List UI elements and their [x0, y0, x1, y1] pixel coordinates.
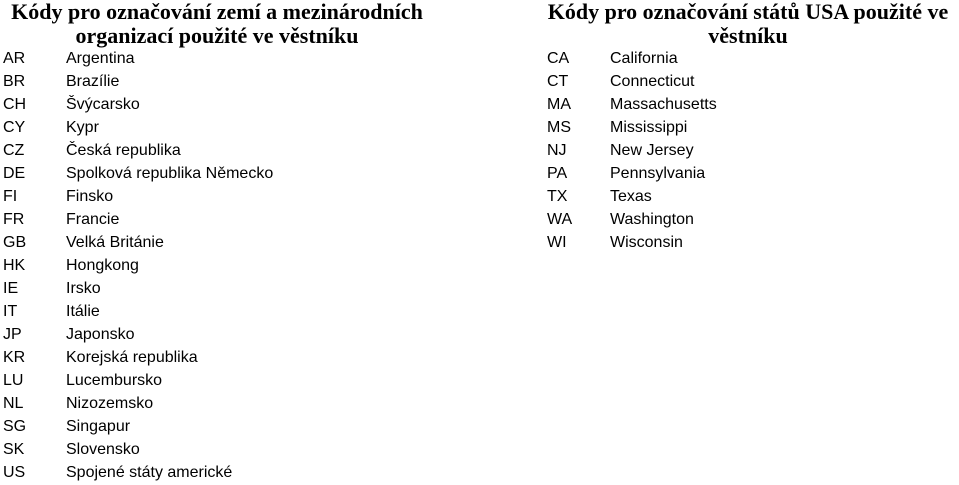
country-name: Velká Británie [66, 234, 164, 251]
table-row [547, 70, 947, 93]
country-name: Irsko [66, 280, 101, 297]
table-row [3, 93, 423, 116]
country-code: SK [3, 441, 25, 458]
country-code: IE [3, 280, 19, 297]
country-name: Nizozemsko [66, 395, 154, 412]
title-line: věstníku [708, 23, 788, 48]
table-row [3, 461, 423, 484]
country-name: Korejská republika [66, 349, 198, 366]
country-code: CZ [3, 142, 25, 159]
title-line: organizací použité ve věstníku [75, 23, 359, 48]
country-code: HK [3, 257, 26, 274]
state-code: TX [547, 188, 568, 205]
table-row [547, 162, 947, 185]
state-name: California [610, 50, 678, 67]
table-row [547, 139, 947, 162]
table-row [3, 208, 423, 231]
state-code: MS [547, 119, 571, 136]
state-name: Washington [610, 211, 694, 228]
table-row [547, 47, 947, 70]
state-name: Texas [610, 188, 652, 205]
state-name: Mississippi [610, 119, 688, 136]
country-code: LU [3, 372, 24, 389]
state-code: CT [547, 73, 569, 90]
table-row [3, 139, 423, 162]
country-name: Česká republika [66, 142, 181, 159]
country-name: Finsko [66, 188, 114, 205]
country-name: Argentina [66, 50, 135, 67]
country-code: NL [3, 395, 24, 412]
table-row [3, 254, 423, 277]
title-line: Kódy pro označování zemí a mezinárodních [11, 0, 423, 24]
state-code: WI [547, 234, 567, 251]
country-name: Singapur [66, 418, 131, 435]
table-row [3, 70, 423, 93]
state-name: Pennsylvania [610, 165, 706, 182]
country-code: CY [3, 119, 26, 136]
table-row [3, 231, 423, 254]
table-row [3, 346, 423, 369]
us-state-codes-title [538, 0, 958, 48]
country-name: Hongkong [66, 257, 139, 274]
state-name: Connecticut [610, 73, 695, 90]
country-name: Itálie [66, 303, 100, 320]
table-row [3, 116, 423, 139]
state-name: Wisconsin [610, 234, 683, 251]
country-name: Švýcarsko [66, 96, 140, 113]
country-name: Spolková republika Německo [66, 165, 274, 182]
country-name: Slovensko [66, 441, 140, 458]
country-name: Japonsko [66, 326, 135, 343]
country-name: Lucembursko [66, 372, 163, 389]
table-row [547, 231, 947, 254]
table-row [3, 415, 423, 438]
title-line: Kódy pro označování států USA použité ve [547, 0, 949, 24]
table-row [547, 93, 947, 116]
table-row [3, 300, 423, 323]
state-name: Massachusetts [610, 96, 717, 113]
state-code: NJ [547, 142, 567, 159]
us-state-codes-list [547, 47, 947, 254]
country-name: Brazílie [66, 73, 120, 90]
country-code: CH [3, 96, 27, 113]
table-row [3, 323, 423, 346]
country-code: SG [3, 418, 27, 435]
table-row [547, 208, 947, 231]
state-code: CA [547, 50, 570, 67]
state-code: MA [547, 96, 571, 113]
country-codes-list [3, 47, 423, 484]
country-code: KR [3, 349, 26, 366]
country-name: Kypr [66, 119, 99, 136]
table-row [3, 438, 423, 461]
table-row [547, 116, 947, 139]
country-code: JP [3, 326, 22, 343]
table-row [3, 185, 423, 208]
country-code: DE [3, 165, 26, 182]
country-codes-title [3, 0, 431, 48]
table-row [3, 277, 423, 300]
table-row [3, 47, 423, 70]
state-code: PA [547, 165, 568, 182]
state-code: WA [547, 211, 573, 228]
state-name: New Jersey [610, 142, 694, 159]
country-code: GB [3, 234, 27, 251]
table-row [547, 185, 947, 208]
table-row [3, 369, 423, 392]
country-code: US [3, 464, 26, 481]
country-name: Francie [66, 211, 120, 228]
country-code: IT [3, 303, 18, 320]
country-code: FR [3, 211, 25, 228]
country-code: BR [3, 73, 26, 90]
table-row [3, 392, 423, 415]
country-code: FI [3, 188, 18, 205]
country-name: Spojené státy americké [66, 464, 233, 481]
table-row [3, 162, 423, 185]
country-code: AR [3, 50, 26, 67]
